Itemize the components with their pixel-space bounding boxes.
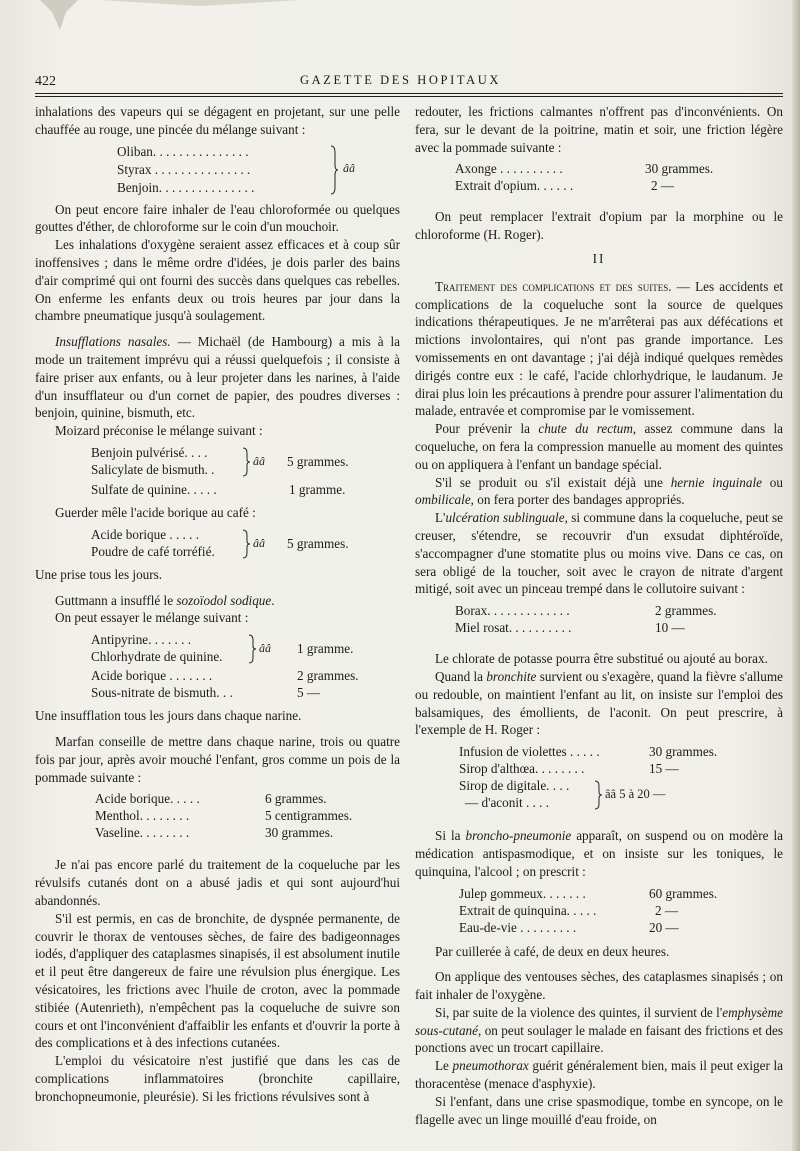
paragraph: Les inhalations d'oxygène seraient assez efficaces et à coup sûr inoffensives ; dans le même ordre d'idées, je dois parler des bains d'air comprimé qui ont fourni des succès dans quelques cas rebelles. On enferme les enfants deux ou trois heures par jour dans la chambre pneumatique jusqu'à soulagement.	[35, 237, 400, 324]
rx-item: Acide borique. . . . .	[95, 791, 200, 807]
paragraph-text: , on peut soulager le malade en faisant des frictions et des ponctions avec un trocart capillaire.	[415, 1022, 783, 1056]
prescription	[91, 526, 400, 562]
rx-quantity: ââ	[259, 641, 271, 656]
page-number: 422	[35, 74, 56, 89]
rx-item: Sirop de digitale. . . .	[459, 778, 570, 794]
paragraph-text: Pour prévenir la	[435, 421, 539, 437]
paragraph: Je n'ai pas encore parlé du traitement de la coqueluche par les révulsifs cutanés dont on a abusé jadis et qui sont aujourd'hui abandonnés.	[35, 857, 400, 908]
subheading: Traitement des complications et des suites.	[435, 278, 672, 294]
paragraph-text: survient ou s'exagère, quand la fièvre s'allume ou redouble, on maintient l'enfant au lit, on insiste sur l'emploi des balsamiques, des émollients, de l'aconit. On peut prescrire, à l'exemple de H. Roger :	[415, 668, 783, 738]
rx-item: Sous-nitrate de bismuth. . .	[91, 685, 233, 701]
rx-quantity: ââ	[343, 160, 355, 175]
binding-shadow	[0, 0, 800, 40]
rx-item: Poudre de café torréfié.	[91, 543, 215, 559]
paragraph-text: , on fera porter des bandages appropriés.	[470, 492, 685, 508]
paragraph-text: , si commune dans la coqueluche, peut se creuser, s'étendre, se recouvrir d'un exsudat diphtéroïde, s'accompagner d'une stomatite plus ou moins vive. Dans ce cas, on sera obligé de la toucher, soit avec le crayon de nitrate d'argent mitigé, soit avec un pinceau trempé dans le collutoire suivant :	[415, 510, 783, 597]
section-number: II	[592, 250, 606, 266]
paragraph-text: guérit généralement bien, mais il peut exiger la thoracentèse (menace d'asphyxie).	[415, 1058, 783, 1092]
rx-amount: 2 grammes.	[297, 668, 359, 684]
paragraph-text: Si, par suite de la violence des quintes, il survient de l'	[435, 1004, 723, 1020]
paragraph	[415, 509, 783, 598]
emphasis: ulcération sublinguale	[445, 510, 565, 526]
rx-item: Borax. . . . . . . . . . . . .	[455, 603, 570, 619]
rx-amount: 5 grammes.	[287, 535, 349, 551]
prescription	[95, 790, 400, 844]
rx-item: Extrait de quinquina. . . . .	[459, 902, 597, 918]
prescription	[91, 631, 400, 703]
paragraph: redouter, les frictions calmantes n'offrent pas d'inconvénients. On fera, sur le devant de la poitrine, matin et soir, une friction légère avec la pommade suivante :	[415, 104, 783, 155]
paragraph: Marfan conseille de mettre dans chaque narine, trois ou quatre fois par jour, après avoir mouché l'enfant, gros comme un pois de la pommade suivante :	[35, 733, 400, 785]
emphasis: sozoïodol sodique	[176, 592, 272, 608]
emphasis: emphysème sous-cutané	[415, 1004, 783, 1038]
paragraph-text: — Les accidents et complications de la coqueluche sont la source de quelques indications thérapeutiques. Je ne m'arrêterai pas aux défécations et mictions involontaires, qui n'ont pas grande importance. Les vomissements en ont davantage ; j'ai déjà indiqué quelques remèdes dirigés contre eux : le café, l'acide chlorhydrique, le laudanum. Je dirai plus loin les précautions à prendre pour assurer l'alimentation du malade, entravée et compromise par le vomissement.	[415, 278, 783, 419]
rx-item: Benjoin. . . . . . . . . . . . . . .	[117, 179, 255, 195]
rx-amount: 1 gramme.	[289, 481, 346, 497]
prescription	[459, 885, 783, 939]
rx-item: Benjoin pulvérisé. . . .	[91, 444, 208, 460]
rx-item: Extrait d'opium. . . . . .	[455, 178, 574, 194]
rx-item: Styrax . . . . . . . . . . . . . . .	[117, 161, 251, 177]
rx-item: Acide borique . . . . .	[91, 526, 200, 542]
header-rule	[35, 93, 783, 94]
rx-item: Julep gommeux. . . . . . .	[459, 885, 586, 901]
paragraph: On applique des ventouses sèches, des cataplasmes sinapisés ; on fait inhaler de l'oxygène.	[415, 969, 783, 1003]
rx-amount: 5 grammes.	[287, 453, 349, 469]
left-column	[35, 103, 400, 1105]
rx-amount: 5 centigrammes.	[265, 808, 353, 824]
paragraph-text: Quand la	[435, 668, 487, 684]
brace	[247, 634, 257, 664]
rx-item: Oliban. . . . . . . . . . . . . . .	[117, 143, 249, 159]
rx-item: Miel rosat. . . . . . . . . .	[455, 620, 572, 636]
paragraph	[415, 668, 783, 739]
paragraph-text: — Michaël (de Hambourg) a mis à la mode un traitement imprévu qui a réussi quelquefois ; il consiste à faire priser aux enfants, ou à leur projeter dans les narines, à l'aide d'un insufflateur ou d'un cornet de papier, des poudres diverses : benjoin, quinine, bismuth, etc.	[35, 334, 400, 421]
brace	[593, 780, 603, 810]
rx-amount: 30 grammes.	[649, 744, 718, 760]
rx-amount: 30 grammes.	[645, 161, 714, 177]
rx-item: Axonge . . . . . . . . . .	[455, 161, 563, 177]
subheading: Insufflations nasales.	[55, 334, 171, 350]
paragraph: Guerder mêle l'acide borique au café :	[55, 504, 256, 520]
rx-quantity: ââ	[253, 453, 265, 468]
rx-amount: 2 grammes.	[655, 603, 717, 619]
rx-amount: 15 —	[649, 761, 679, 777]
rx-item: Sulfate de quinine. . . . .	[91, 481, 217, 497]
rx-item: Chlorhydrate de quinine.	[91, 649, 223, 665]
paragraph: Une insufflation tous les jours dans chaque narine.	[35, 708, 302, 724]
paragraph	[415, 1004, 783, 1057]
paragraph	[415, 1057, 783, 1093]
paragraph: inhalations des vapeurs qui se dégagent en projetant, sur une pelle chauffée au rouge, une pincée du mélange suivant :	[35, 104, 400, 137]
paragraph-text: Guttmann a insufflé le	[55, 592, 177, 608]
paragraph	[415, 278, 783, 420]
emphasis: chute du rectum	[538, 421, 633, 437]
rx-amount: 5 —	[297, 685, 321, 701]
paragraph: Une prise tous les jours.	[35, 566, 163, 582]
prescription	[91, 444, 400, 500]
paragraph-text: apparaît, on suspend ou on modère la médication antispasmodique, et on insiste sur les toniques, le quinquina, l'alcool ; on prescrit :	[415, 828, 784, 879]
paragraph: Le chlorate de potasse pourra être substitué ou ajouté au borax.	[435, 651, 768, 667]
rx-item: Acide borique . . . . . . .	[91, 668, 213, 684]
paragraph: On peut essayer le mélange suivant :	[55, 610, 249, 626]
paragraph	[35, 592, 400, 610]
rx-amount: 10 —	[655, 620, 685, 636]
rx-item: Menthol. . . . . . . .	[95, 808, 190, 824]
prescription	[455, 160, 783, 196]
paragraph: On peut encore faire inhaler de l'eau chloroformée ou quelques gouttes d'éther, de chloroforme sur le coin d'un mouchoir.	[35, 201, 400, 235]
paragraph: On peut remplacer l'extrait d'opium par la morphine ou le chloroforme (H. Roger).	[415, 209, 783, 243]
paragraph-text: Le	[435, 1058, 453, 1074]
rx-item: — d'aconit . . . .	[465, 795, 550, 811]
emphasis: pneumothorax	[452, 1058, 529, 1074]
emphasis: hernie inguinale	[670, 474, 762, 490]
rx-item: Sirop d'althœa. . . . . . . .	[459, 761, 585, 777]
rx-amount: 6 grammes.	[265, 791, 327, 807]
right-column	[415, 103, 783, 1128]
paragraph	[415, 827, 783, 880]
rx-quantity: ââ 5 à 20 —	[605, 787, 666, 802]
brace	[241, 447, 251, 477]
rx-item: Antipyrine. . . . . . .	[91, 632, 191, 648]
paragraph-text: , assez commune dans la coqueluche, on fera la compression manuelle au moment des quintes ou on appliquera à l'enfant un bandage spécial.	[415, 421, 783, 472]
rx-quantity: ââ	[253, 535, 265, 550]
brace	[329, 145, 339, 195]
emphasis: broncho-pneumonie	[465, 828, 572, 844]
paragraph-text: S'il se produit ou s'il existait déjà une	[435, 474, 671, 490]
rx-item: Vaseline. . . . . . . .	[95, 825, 190, 841]
paragraph-text: .	[271, 592, 275, 608]
paragraph: S'il est permis, en cas de bronchite, de dyspnée permanente, de couvrir le thorax de ventouses sèches, de faire des badigeonnages iodés, d'appliquer des cataplasmes sinapisés, il est absolument inutile et il peut être dangereux de faire une révulsion plus énergique. Les vésicatoires, les frictions avec l'huile de croton, avec la pommade stibiée (Autenrieth), n'empêchent pas la coqueluche de suivre son cours et ont l'inconvénient d'affaiblir les enfants et d'ouvrir la porte à des complications et à des infections cutanées.	[35, 910, 400, 1051]
rx-amount: 30 grammes.	[265, 825, 334, 841]
header-rule	[35, 96, 783, 97]
paragraph	[35, 333, 400, 422]
rx-item: Salicylate de bismuth. .	[91, 461, 215, 477]
rx-amount: 20 —	[649, 919, 679, 935]
rx-amount: 2 —	[651, 178, 675, 194]
paragraph-text: Si la	[435, 828, 466, 844]
prescription	[117, 143, 367, 197]
paragraph: Moizard préconise le mélange suivant :	[55, 423, 263, 439]
emphasis: bronchite	[486, 668, 537, 684]
brace	[241, 529, 251, 559]
rx-amount: 1 gramme.	[297, 641, 354, 657]
emphasis: ombilicale	[415, 492, 471, 508]
paragraph-text: L'	[435, 510, 446, 526]
prescription	[459, 743, 783, 815]
paragraph	[415, 474, 783, 510]
rx-item: Infusion de violettes . . . . .	[459, 744, 600, 760]
paragraph: L'emploi du vésicatoire n'est justifié que dans les cas de complications inflammatoires (bronchite capillaire, bronchopneumonie, pleurésie). Si les frictions révulsives sont à	[35, 1053, 400, 1104]
rx-amount: 2 —	[655, 902, 679, 918]
running-title: GAZETTE DES HOPITAUX	[300, 73, 501, 87]
rx-item: Eau-de-vie . . . . . . . . .	[459, 919, 577, 935]
rx-amount: 60 grammes.	[649, 885, 718, 901]
paragraph-text: ou	[762, 474, 783, 490]
page-edge	[792, 0, 800, 1151]
paragraph	[415, 420, 783, 473]
prescription	[455, 602, 783, 638]
paragraph: Si l'enfant, dans une crise spasmodique, tombe en syncope, on le flagelle avec un linge mouillé d'eau froide, on	[415, 1093, 783, 1127]
paragraph: Par cuillerée à café, de deux en deux heures.	[435, 943, 670, 959]
